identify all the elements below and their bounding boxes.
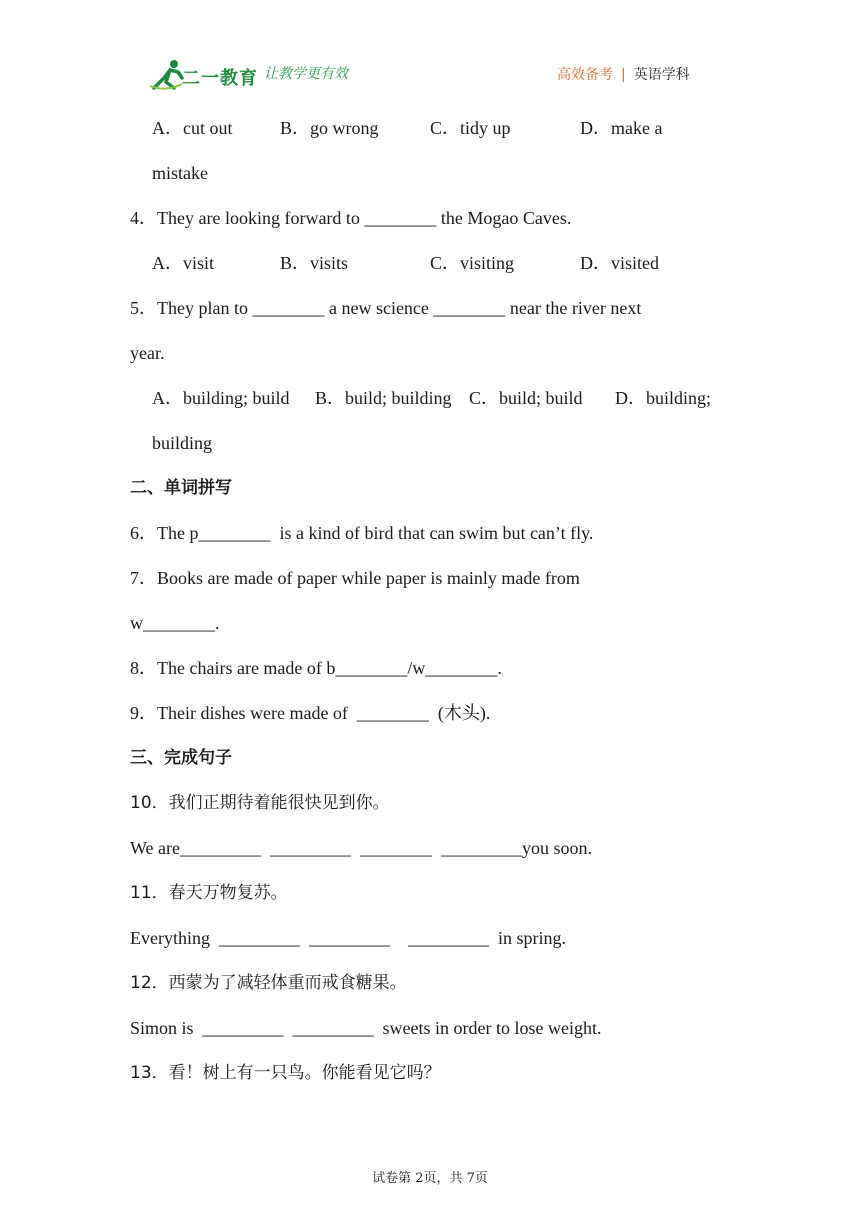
q4-option-a: A．visit: [152, 253, 215, 273]
q12-english: Simon is _________ _________ sweets in order to lose weight.: [130, 1018, 602, 1038]
q4-option-c: C．visiting: [430, 253, 515, 273]
q5-stem: 5．They plan to ________ a new science ________ near the river next: [130, 298, 642, 318]
q7-line2: w________.: [130, 613, 220, 633]
page-footer: 试卷第 2页，共 7页: [372, 1171, 488, 1186]
slogan: 让教学更有效: [264, 66, 348, 82]
q3-option-c: C．tidy up: [430, 118, 511, 138]
q11-chinese: 11．春天万物复苏。: [130, 883, 288, 903]
q13-chinese: 13．看！树上有一只鸟。你能看见它吗？: [130, 1063, 441, 1083]
q8: 8．The chairs are made of b________/w________.: [130, 658, 502, 678]
q11-english: Everything _________ _________ _________ in spring.: [130, 928, 566, 948]
q10-english: We are_________ _________ ________ _________you soon.: [130, 838, 593, 858]
q7-line1: 7．Books are made of paper while paper is mainly made from: [130, 568, 580, 588]
q3-option-d-cont: mistake: [152, 163, 208, 183]
q5-stem-cont: year.: [130, 343, 165, 363]
q10-chinese: 10．我们正期待着能很快见到你。: [130, 793, 390, 813]
q3-option-b: B．go wrong: [280, 118, 379, 138]
q9: 9．Their dishes were made of ________ (木头).: [130, 703, 491, 723]
q6: 6．The p________ is a kind of bird that can swim but can’t fly.: [130, 523, 594, 543]
q3-option-a: A．cut out: [152, 118, 233, 138]
q5-option-d: D．building;: [615, 388, 712, 408]
section-heading-spelling: 二、单词拼写: [130, 478, 232, 498]
q4-stem: 4．They are looking forward to ________ the Mogao Caves.: [130, 208, 572, 228]
header-separator: |: [621, 67, 626, 83]
q4-option-d: D．visited: [580, 253, 659, 273]
section-heading-sentences: 三、完成句子: [130, 748, 232, 768]
logo-text: 二一教育: [182, 68, 258, 89]
page-header: [0, 0, 860, 100]
header-tag: 高效备考: [557, 67, 613, 83]
q5-option-a: A．building; build: [152, 388, 290, 408]
q5-option-b: B．build; building: [315, 388, 452, 408]
header-subject-label: 英语学科: [633, 67, 690, 83]
q5-option-c: C．build; build: [469, 388, 583, 408]
q12-chinese: 12．西蒙为了减轻体重而戒食糖果。: [130, 973, 407, 993]
q4-option-b: B．visits: [280, 253, 349, 273]
q5-option-d-cont: building: [152, 433, 213, 453]
q3-option-d: D．make a: [580, 118, 663, 138]
header-subject: [557, 64, 690, 84]
